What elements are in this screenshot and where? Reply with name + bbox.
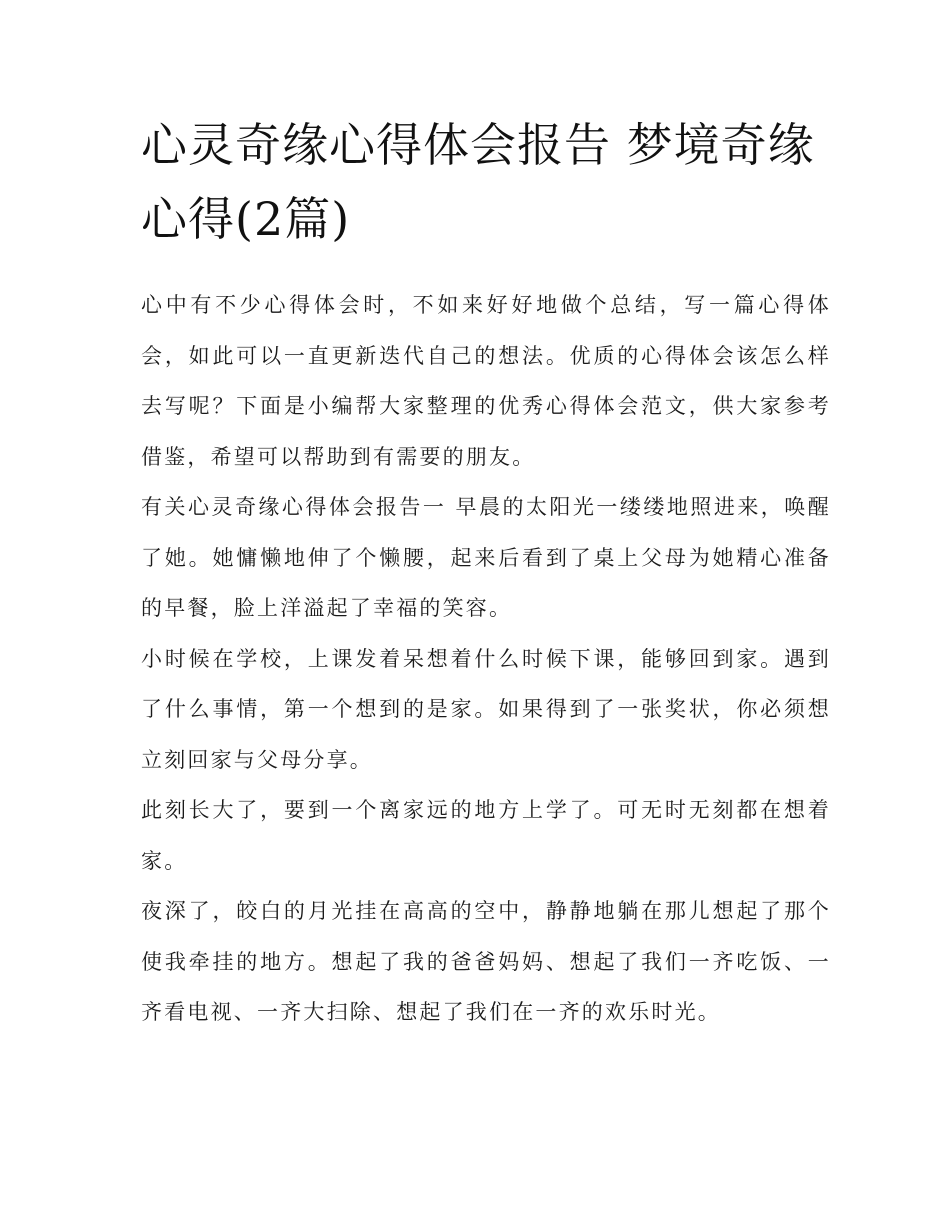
document-page — [141, 108, 831, 1038]
paragraph-grown-up: 此刻长大了，要到一个离家远的地方上学了。可无时无刻都在想着家。 — [141, 798, 831, 873]
paragraph-intro: 心中有不少心得体会时，不如来好好地做个总结，写一篇心得体会，如此可以一直更新迭代自己的想法。优质的心得体会该怎么样去写呢？下面是小编帮大家整理的优秀心得体会范文，供大家参考借鉴，希望可以帮助到有需要的朋友。 — [141, 293, 831, 469]
document-body — [141, 280, 831, 1038]
paragraph-night: 夜深了，皎白的月光挂在高高的空中，静静地躺在那儿想起了那个使我牵挂的地方。想起了我的爸爸妈妈、想起了我们一齐吃饭、一齐看电视、一齐大扫除、想起了我们在一齐的欢乐时光。 — [141, 899, 831, 1024]
paragraph-childhood: 小时候在学校，上课发着呆想着什么时候下课，能够回到家。遇到了什么事情，第一个想到的是家。如果得到了一张奖状，你必须想立刻回家与父母分享。 — [141, 646, 831, 772]
paragraph-morning: 有关心灵奇缘心得体会报告一 早晨的太阳光一缕缕地照进来，唤醒了她。她慵懒地伸了个懒腰，起来后看到了桌上父母为她精心准备的早餐，脸上洋溢起了幸福的笑容。 — [141, 495, 831, 620]
document-title: 心灵奇缘心得体会报告 梦境奇缘心得(2篇) — [141, 118, 815, 246]
